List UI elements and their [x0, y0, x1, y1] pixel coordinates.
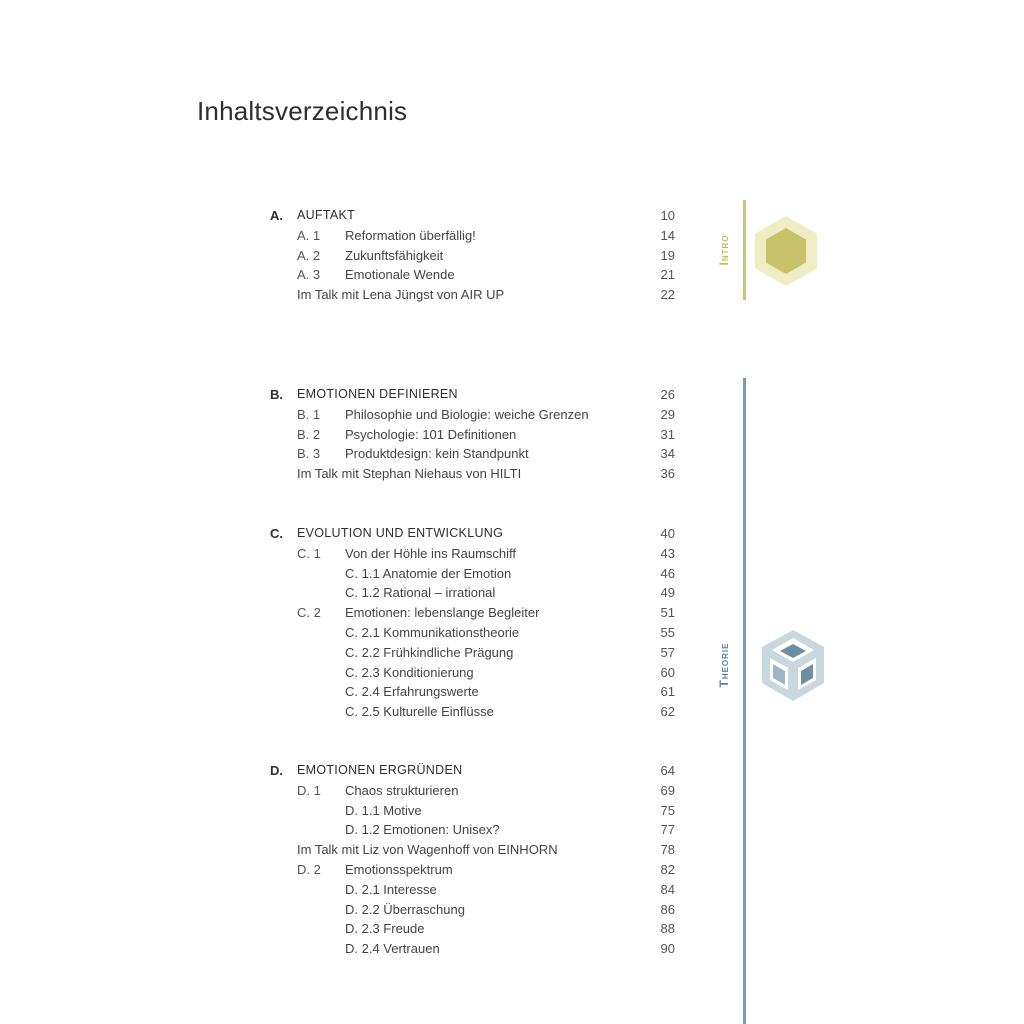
entry-title: Emotionale Wende	[345, 267, 455, 283]
subentry-title: C. 2.3 Konditionierung	[345, 664, 474, 680]
section-a	[270, 206, 675, 305]
page-number: 64	[660, 763, 675, 778]
page-number: 21	[660, 267, 675, 283]
page-title: Inhaltsverzeichnis	[197, 96, 408, 126]
page-number: 51	[660, 605, 675, 621]
entry-title: Zukunftsfähigkeit	[345, 247, 444, 263]
section-title: EMOTIONEN DEFINIEREN	[297, 387, 458, 401]
toc-entry[interactable]	[270, 781, 675, 801]
entry-title: Produktdesign: kein Standpunkt	[345, 446, 529, 462]
page-number: 69	[660, 782, 675, 798]
entry-number: D. 1	[297, 782, 321, 798]
page-number: 19	[660, 247, 675, 263]
section-letter: A.	[270, 208, 283, 223]
entry-title: Emotionsspektrum	[345, 861, 453, 877]
toc-entry[interactable]	[270, 860, 675, 880]
subentry-title: D. 1.1 Motive	[345, 802, 422, 818]
page-number: 86	[660, 901, 675, 917]
toc-subentry[interactable]	[270, 623, 675, 643]
section-letter: B.	[270, 387, 283, 402]
toc-heading-a[interactable]	[270, 206, 675, 226]
subentry-title: C. 2.4 Erfahrungswerte	[345, 684, 479, 700]
hexagon-icon	[752, 214, 820, 288]
entry-title: Reformation überfällig!	[345, 227, 476, 243]
entry-number: B. 3	[297, 446, 321, 462]
entry-number: A. 2	[297, 247, 321, 263]
toc-entry[interactable]	[270, 425, 675, 445]
entry-number: C. 1	[297, 545, 321, 561]
entry-title: Chaos strukturieren	[345, 782, 459, 798]
toc-heading-b[interactable]	[270, 385, 675, 405]
section-d	[270, 761, 675, 959]
page-number: 84	[660, 881, 675, 897]
toc-entry[interactable]	[270, 405, 675, 425]
toc-entry[interactable]	[270, 226, 675, 246]
page-number: 26	[660, 387, 675, 402]
subentry-title: D. 2.1 Interesse	[345, 881, 437, 897]
entry-title: Psychologie: 101 Definitionen	[345, 426, 517, 442]
page-number: 36	[660, 466, 675, 482]
subentry-title: C. 1.1 Anatomie der Emotion	[345, 565, 512, 581]
page-number: 90	[660, 941, 675, 957]
section-title: EMOTIONEN ERGRÜNDEN	[297, 763, 463, 777]
toc-entry[interactable]	[270, 444, 675, 464]
toc-subentry[interactable]	[270, 939, 675, 959]
entry-number: D. 2	[297, 861, 321, 877]
entry-number: B. 1	[297, 406, 321, 422]
talk-title: Im Talk mit Lena Jüngst von AIR UP	[297, 287, 505, 303]
toc-subentry[interactable]	[270, 583, 675, 603]
toc-subentry[interactable]	[270, 919, 675, 939]
subentry-title: C. 2.5 Kulturelle Einflüsse	[345, 704, 494, 720]
page-number: 75	[660, 802, 675, 818]
entry-number: A. 1	[297, 227, 321, 243]
entry-number: C. 2	[297, 605, 321, 621]
toc-talk-entry[interactable]	[270, 464, 675, 484]
toc-heading-c[interactable]	[270, 524, 675, 544]
page-number: 57	[660, 644, 675, 660]
theorie-sidebar-bar	[743, 378, 746, 1024]
page-number: 55	[660, 624, 675, 640]
page-number: 77	[660, 822, 675, 838]
toc-heading-d[interactable]	[270, 761, 675, 781]
page-number: 14	[660, 227, 675, 243]
toc-subentry[interactable]	[270, 801, 675, 821]
section-title: AUFTAKT	[297, 208, 356, 222]
subentry-title: D. 1.2 Emotionen: Unisex?	[345, 822, 500, 838]
entry-number: A. 3	[297, 267, 321, 283]
subentry-title: D. 2.3 Freude	[345, 921, 425, 937]
talk-title: Im Talk mit Liz von Wagenhoff von EINHORN	[297, 842, 558, 858]
intro-sidebar-bar	[743, 200, 746, 300]
toc-subentry[interactable]	[270, 663, 675, 683]
toc-talk-entry[interactable]	[270, 285, 675, 305]
subentry-title: D. 2.4 Vertrauen	[345, 941, 440, 957]
entry-title: Emotionen: lebenslange Begleiter	[345, 605, 540, 621]
subentry-title: C. 2.2 Frühkindliche Prägung	[345, 644, 514, 660]
theorie-label: Theorie	[717, 642, 731, 688]
toc-subentry[interactable]	[270, 880, 675, 900]
page-number: 49	[660, 585, 675, 601]
subentry-title: C. 2.1 Kommunikationstheorie	[345, 624, 520, 640]
toc-subentry[interactable]	[270, 900, 675, 920]
page-number: 46	[660, 565, 675, 581]
toc-talk-entry[interactable]	[270, 840, 675, 860]
page-number: 10	[660, 208, 675, 223]
toc-subentry[interactable]	[270, 702, 675, 722]
page-number: 82	[660, 861, 675, 877]
page-number: 60	[660, 664, 675, 680]
page-number: 43	[660, 545, 675, 561]
toc-entry[interactable]	[270, 265, 675, 285]
page-number: 40	[660, 526, 675, 541]
toc-entry[interactable]	[270, 246, 675, 266]
subentry-title: D. 2.2 Überraschung	[345, 901, 465, 917]
page-number: 29	[660, 406, 675, 422]
cube-icon	[758, 628, 828, 704]
page-number: 61	[660, 684, 675, 700]
page-number: 22	[660, 287, 675, 303]
toc-subentry[interactable]	[270, 564, 675, 584]
section-letter: C.	[270, 526, 283, 541]
section-title: EVOLUTION UND ENTWICKLUNG	[297, 526, 504, 540]
talk-title: Im Talk mit Stephan Niehaus von HILTI	[297, 466, 522, 482]
page-number: 34	[660, 446, 675, 462]
section-b	[270, 385, 675, 484]
page-number: 62	[660, 704, 675, 720]
entry-number: B. 2	[297, 426, 321, 442]
page-number: 78	[660, 842, 675, 858]
section-c	[270, 524, 675, 722]
entry-title: Philosophie und Biologie: weiche Grenzen	[345, 406, 589, 422]
page-number: 31	[660, 426, 675, 442]
page-number: 88	[660, 921, 675, 937]
entry-title: Von der Höhle ins Raumschiff	[345, 545, 517, 561]
toc-subentry[interactable]	[270, 643, 675, 663]
section-letter: D.	[270, 763, 283, 778]
toc-entry[interactable]	[270, 544, 675, 564]
toc-subentry[interactable]	[270, 682, 675, 702]
intro-label: Intro	[717, 234, 731, 266]
subentry-title: C. 1.2 Rational – irrational	[345, 585, 496, 601]
toc-subentry[interactable]	[270, 820, 675, 840]
toc-entry[interactable]	[270, 603, 675, 623]
